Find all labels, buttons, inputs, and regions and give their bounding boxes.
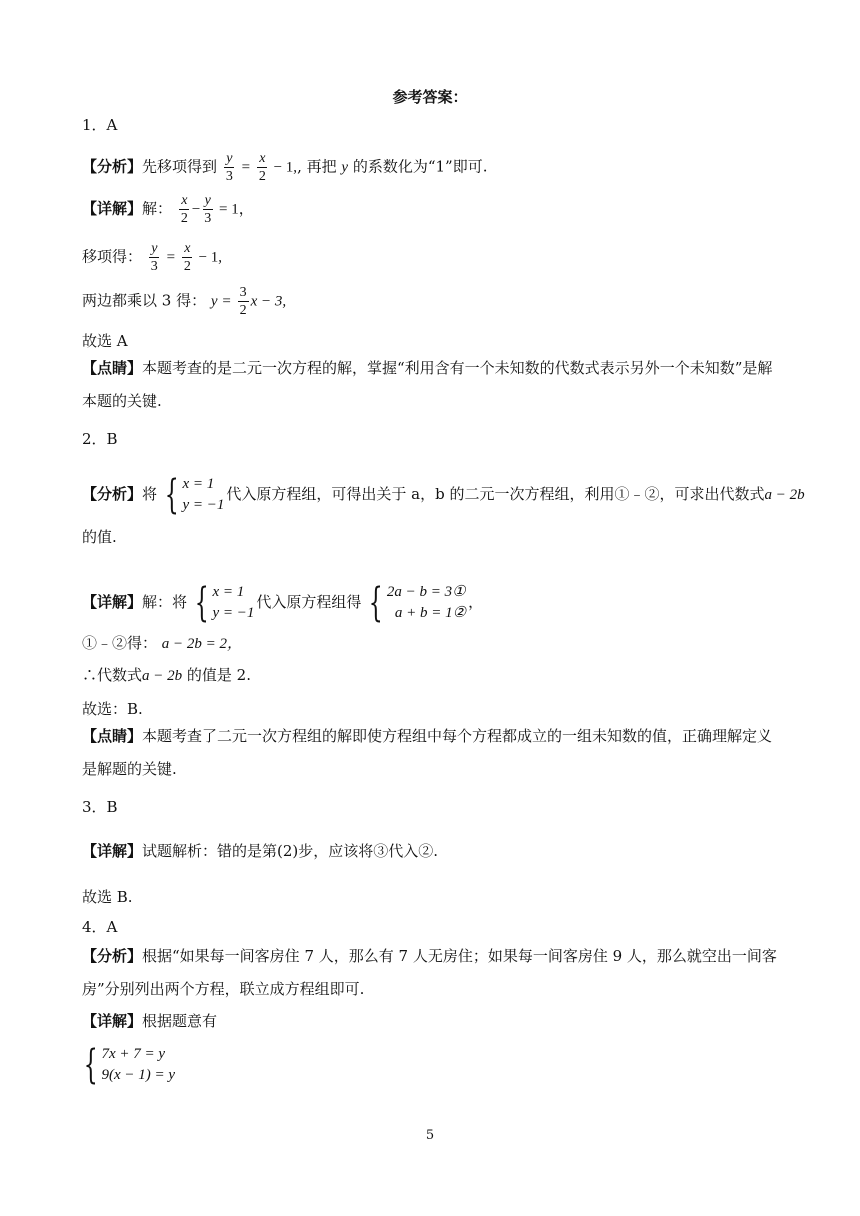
fraction-y-over-3: $\frac{y}{3}$ [150, 241, 158, 274]
q2-analysis [82, 474, 805, 516]
q1-analysis-text-b: , 再把 [297, 157, 342, 176]
q2-subtract-label: ①﹣②得： [82, 634, 158, 652]
q2-comment [82, 720, 780, 786]
q4-equation-system [82, 1044, 177, 1086]
analysis-label: 【分析】 [82, 947, 143, 965]
expression-a-minus-2b: a − 2b [142, 668, 183, 684]
var-y: y [341, 159, 349, 176]
comment-label: 【点睛】 [82, 727, 143, 745]
detail-label: 【详解】 [82, 842, 143, 860]
comment-label: 【点睛】 [82, 359, 143, 377]
q2-detail-text-b: 代入原方程组得 [256, 593, 362, 611]
page-title: 参考答案： [392, 88, 468, 106]
q1-analysis-text-d: 的系数化为“1”即可. [348, 157, 488, 176]
x-minus-3: x − 3, [250, 293, 287, 310]
q2-analysis-text-b: 代入原方程组，可得出关于 a，b 的二元一次方程组，利用①﹣②，可求出代数式 [226, 485, 765, 503]
q3-heading: 3．B [82, 798, 118, 816]
page-number: 5 [425, 1128, 435, 1143]
q3-choice: 故选 B. [82, 888, 133, 906]
fraction-y-over-3: $\frac{y}{3}$ [225, 151, 233, 184]
q4-analysis [82, 940, 780, 1006]
expression-a-minus-2b: a − 2b [764, 487, 805, 503]
q4-analysis-text: 根据“如果每一间客房住 7 人，那么有 7 人无房住；如果每一间客房住 9 人，那么就空出一间客房”分别列出两个方程，联立成方程组即可. [82, 947, 777, 998]
solution-system: { x = 1 y = −1 [194, 580, 255, 626]
analysis-label: 【分析】 [82, 485, 143, 503]
therefore-text: ∴代数式 [82, 666, 143, 684]
solution-system: { x = 1 y = −1 [164, 472, 225, 518]
q2-heading: 2．B [82, 430, 118, 448]
q1-transpose-label: 移项得： [82, 247, 143, 266]
equals-sign: = [241, 159, 251, 176]
fraction-3-over-2: $\frac{3}{2}$ [239, 285, 247, 318]
q2-detail-text-a: 解：将 [142, 593, 188, 611]
q2-choice: 故选：B. [82, 700, 143, 718]
q2-analysis-text-a: 将 [142, 485, 158, 503]
minus-one: − 1, [194, 249, 223, 266]
fraction-x-over-2: $\frac{x}{2}$ [180, 193, 188, 226]
minus-sign: − [191, 201, 201, 218]
q1-heading: 1．A [82, 116, 118, 134]
q1-transpose [82, 240, 222, 275]
q1-multiply-label: 两边都乘以 3 得： [82, 291, 207, 310]
fraction-x-over-2: $\frac{x}{2}$ [258, 151, 266, 184]
q4-detail-text: 根据题意有 [142, 1012, 218, 1030]
fraction-y-over-3: $\frac{y}{3}$ [204, 193, 212, 226]
result-equation: a − 2b = 2， [161, 636, 243, 652]
q1-analysis [82, 150, 487, 185]
analysis-label: 【分析】 [82, 157, 143, 176]
q1-detail [82, 192, 254, 227]
equals-one: = 1， [215, 201, 254, 218]
q1-choice: 故选 A [82, 332, 128, 350]
q1-detail-text: 解： [142, 199, 173, 218]
q1-analysis-text-a: 先移项得到 [142, 157, 218, 176]
minus-one: − 1, [269, 159, 298, 176]
q2-subtract [82, 632, 242, 655]
q1-comment [82, 352, 780, 418]
therefore-value: 的值是 2. [182, 666, 251, 684]
q1-multiply [82, 284, 286, 319]
q3-detail [82, 840, 438, 862]
q2-detail [82, 582, 483, 624]
detail-label: 【详解】 [82, 199, 143, 218]
q2-analysis-end: 的值. [82, 528, 117, 546]
equals-sign: = [222, 293, 231, 310]
q4-detail [82, 1010, 217, 1032]
equation-system: { 7x + 7 = y 9(x − 1) = y [83, 1042, 176, 1088]
q1-comment-text: 本题考查的是二元一次方程的解，掌握“利用含有一个未知数的代数式表示另外一个未知数”是解本题的关键. [82, 359, 773, 410]
q2-comment-text: 本题考查了二元一次方程组的解即使方程组中每个方程都成立的一组未知数的值，正确理解定义是解题的关键. [82, 727, 773, 778]
comma: ， [468, 593, 484, 611]
detail-label: 【详解】 [82, 1012, 143, 1030]
equation-system: { 2a − b = 3① a + b = 1② [369, 580, 467, 626]
equals-sign: = [166, 249, 176, 266]
detail-label: 【详解】 [82, 593, 143, 611]
q3-detail-text: 试题解析：错的是第(2)步，应该将③代入②. [142, 842, 439, 860]
q4-heading: 4．A [82, 918, 118, 936]
fraction-x-over-2: $\frac{x}{2}$ [183, 241, 191, 274]
q2-therefore [82, 664, 251, 687]
var-y: y [210, 293, 218, 310]
